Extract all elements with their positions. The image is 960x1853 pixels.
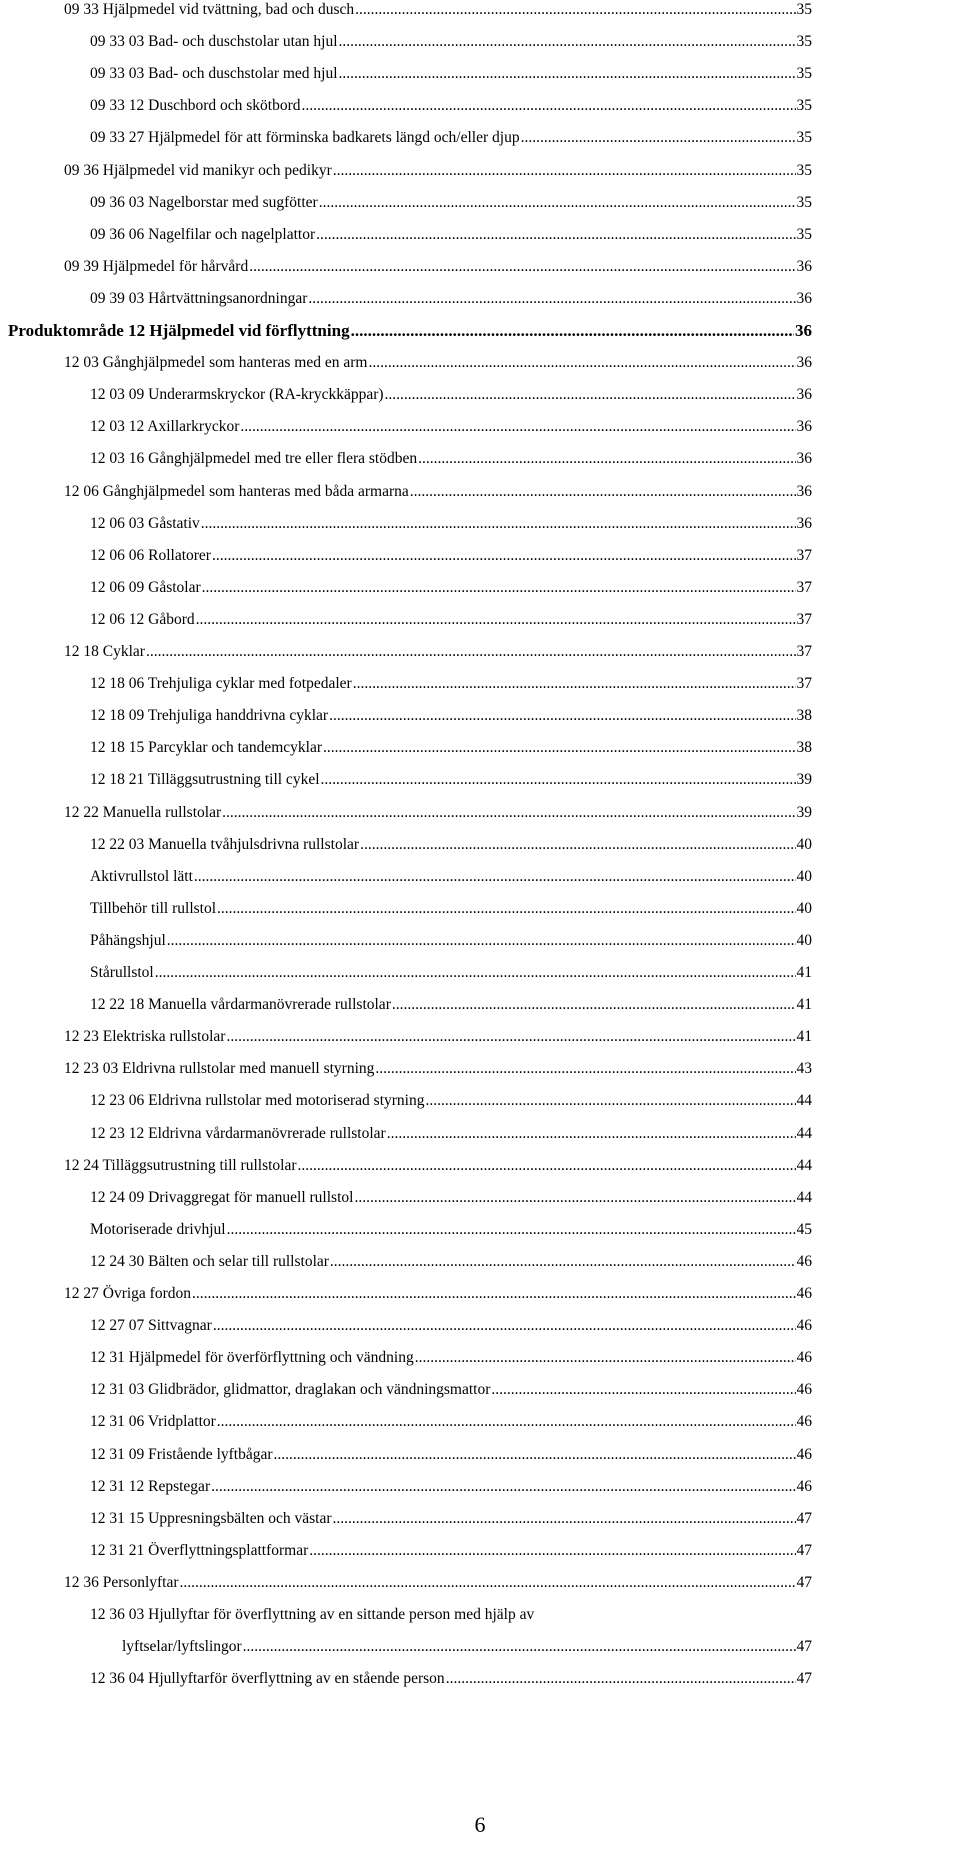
toc-entry-title: 09 36 06 Nagelfilar och nagelplattor	[90, 225, 316, 243]
toc-entry-title: 12 22 18 Manuella vårdarmanövrerade rullstolar	[90, 996, 391, 1014]
toc-entry-page: 40	[796, 835, 812, 853]
toc-leader-dots	[240, 417, 795, 437]
toc-leader-dots	[213, 1316, 796, 1336]
toc-entry[interactable]	[64, 1156, 812, 1176]
toc-entry[interactable]	[90, 1091, 812, 1111]
toc-entry-page: 45	[796, 1220, 812, 1238]
toc-entry-title: 12 22 03 Manuella tvåhjulsdrivna rullstolar	[90, 835, 360, 853]
toc-leader-dots	[201, 514, 796, 534]
toc-entry-page: 47	[796, 1638, 812, 1656]
toc-entry-page: 46	[796, 1349, 812, 1367]
toc-leader-dots	[192, 1284, 796, 1304]
toc-entry-title: 12 31 21 Överflyttningsplattformar	[90, 1541, 309, 1559]
toc-leader-dots	[316, 225, 795, 245]
toc-leader-dots	[368, 353, 795, 373]
toc-entry-page: 41	[796, 964, 812, 981]
toc-leader-dots	[410, 482, 796, 502]
toc-entry-title: 12 36 04 Hjullyftarför överflyttning av en stående person	[90, 1670, 445, 1688]
toc-entry-page: 37	[796, 675, 812, 693]
toc-entry-title: 12 03 12 Axillarkryckor	[90, 418, 240, 436]
toc-entry[interactable]	[90, 64, 812, 84]
toc-entry[interactable]	[64, 1573, 812, 1593]
toc-entry-title: 12 24 30 Bälten och selar till rullstolar	[90, 1252, 329, 1270]
toc-leader-dots	[339, 64, 796, 84]
toc-entry-title: lyftselar/lyftslingor	[122, 1638, 242, 1656]
toc-entry[interactable]	[64, 353, 812, 373]
toc-entry[interactable]	[90, 963, 812, 983]
toc-entry-page: 36	[796, 354, 812, 372]
toc-entry-title: 09 33 03 Bad- och duschstolar med hjul	[90, 65, 338, 83]
toc-entry-title: 12 06 12 Gåbord	[90, 610, 195, 628]
toc-leader-dots	[521, 128, 796, 148]
toc-entry[interactable]	[64, 1284, 812, 1304]
toc-entry-page: 36	[796, 450, 812, 468]
toc-entry-title: 12 03 Gånghjälpmedel som hanteras med en arm	[64, 354, 368, 372]
toc-entry[interactable]	[64, 257, 812, 277]
toc-entry[interactable]	[90, 770, 812, 790]
toc-entry[interactable]	[90, 835, 812, 855]
toc-entry-page: 39	[796, 803, 812, 821]
toc-entry-page: 40	[796, 931, 812, 949]
toc-entry-page: 41	[796, 1028, 812, 1046]
toc-entry-title: Aktivrullstol lätt	[90, 867, 193, 885]
toc-entry-page: 36	[796, 289, 812, 307]
toc-leader-dots	[196, 610, 796, 630]
toc-entry[interactable]	[90, 1124, 812, 1144]
toc-entry-page: 44	[796, 1188, 812, 1206]
toc-leader-dots	[354, 1188, 795, 1208]
toc-leader-dots	[333, 161, 796, 181]
toc-entry-page: 35	[796, 161, 812, 179]
toc-entry[interactable]	[64, 1027, 812, 1047]
toc-entry-title: 12 24 Tilläggsutrustning till rullstolar	[64, 1156, 297, 1174]
toc-leader-dots	[329, 706, 795, 726]
toc-entry-page: 46	[796, 1477, 812, 1495]
toc-entry-page: 47	[796, 1573, 812, 1591]
toc-entry[interactable]	[90, 674, 812, 694]
toc-leader-dots	[227, 1220, 796, 1240]
toc-entry-page: 35	[796, 65, 812, 83]
toc-leader-dots	[387, 1124, 796, 1144]
toc-entry[interactable]	[90, 610, 812, 630]
toc-leader-dots	[146, 642, 796, 662]
toc-leader-dots	[180, 1573, 796, 1593]
toc-leader-dots	[330, 1252, 796, 1272]
toc-leader-dots	[392, 995, 796, 1015]
toc-entry-page: 36	[796, 386, 812, 404]
toc-leader-dots	[333, 1509, 796, 1529]
toc-entry-title: 12 22 Manuella rullstolar	[64, 803, 222, 821]
toc-leader-dots	[211, 1477, 795, 1497]
toc-entry-page: 35	[796, 1, 812, 18]
toc-entry[interactable]	[90, 32, 812, 52]
toc-entry[interactable]	[90, 1605, 812, 1625]
toc-entry-page: 39	[796, 771, 812, 789]
toc-leader-dots	[491, 1380, 795, 1400]
toc-entry-page: 36	[795, 321, 812, 340]
toc-entry[interactable]	[90, 1348, 812, 1368]
toc-leader-dots	[222, 803, 795, 823]
toc-entry[interactable]	[90, 1380, 812, 1400]
toc-leader-dots	[308, 289, 795, 309]
toc-leader-dots	[298, 1156, 796, 1176]
toc-entry-title: 12 23 06 Eldrivna rullstolar med motoriserad styrning	[90, 1092, 425, 1110]
toc-entry-title: 12 23 Elektriska rullstolar	[64, 1028, 226, 1046]
toc-entry-page: 41	[796, 996, 812, 1014]
toc-entry-title: 09 39 Hjälpmedel för hårvård	[64, 257, 249, 275]
toc-leader-dots	[319, 193, 796, 213]
toc-entry[interactable]	[90, 1220, 812, 1240]
toc-entry-title: 12 18 09 Trehjuliga handdrivna cyklar	[90, 707, 329, 725]
toc-leader-dots	[202, 578, 796, 598]
toc-entry-title: 12 31 09 Fristående lyftbågar	[90, 1445, 273, 1463]
toc-entry[interactable]	[90, 225, 812, 245]
toc-leader-dots	[375, 1059, 795, 1079]
toc-entry-title: 12 06 03 Gåstativ	[90, 514, 200, 532]
toc-entry-page: 35	[796, 97, 812, 115]
toc-leader-dots	[274, 1445, 796, 1465]
toc-entry[interactable]	[90, 867, 812, 887]
toc-entry-title: 12 31 12 Repstegar	[90, 1477, 211, 1495]
toc-entry-page: 36	[796, 514, 812, 532]
toc-entry-title: 12 18 06 Trehjuliga cyklar med fotpedaler	[90, 675, 352, 693]
toc-leader-dots	[194, 867, 796, 887]
toc-entry[interactable]	[64, 161, 812, 181]
toc-leader-dots	[217, 1412, 796, 1432]
toc-entry-title: 09 36 Hjälpmedel vid manikyr och pedikyr	[64, 161, 332, 179]
toc-entry-title: 12 06 Gånghjälpmedel som hanteras med båda armarna	[64, 482, 409, 500]
toc-leader-dots	[155, 963, 796, 983]
toc-entry[interactable]	[90, 193, 812, 213]
toc-leader-dots	[385, 385, 796, 405]
toc-entry[interactable]	[8, 321, 812, 341]
toc-entry-title: 09 33 12 Duschbord och skötbord	[90, 97, 301, 115]
toc-entry[interactable]	[90, 417, 812, 437]
toc-entry[interactable]	[90, 1188, 812, 1208]
toc-entry[interactable]	[90, 1509, 812, 1529]
toc-entry-page: 43	[796, 1060, 812, 1078]
toc-entry-page: 47	[796, 1670, 812, 1688]
toc-entry-title: Produktområde 12 Hjälpmedel vid förflyttning	[8, 321, 350, 340]
toc-entry-page: 36	[796, 482, 812, 500]
toc-entry[interactable]	[90, 1316, 812, 1336]
toc-entry-page: 37	[796, 643, 812, 660]
toc-leader-dots	[167, 931, 796, 951]
toc-leader-dots	[353, 674, 796, 694]
toc-entry-page: 40	[796, 899, 812, 917]
toc-entry-page: 38	[796, 739, 812, 757]
toc-entry-title: Påhängshjul	[90, 931, 166, 949]
toc-entry-page: 38	[796, 707, 812, 725]
toc-entry-page: 44	[796, 1092, 812, 1110]
toc-entry-title: 12 24 09 Drivaggregat för manuell rullstol	[90, 1188, 354, 1206]
toc-leader-dots	[217, 899, 795, 919]
toc-leader-dots	[418, 449, 795, 469]
toc-entry-page: 35	[796, 225, 812, 243]
toc-entry-page: 37	[796, 546, 812, 564]
toc-entry[interactable]	[90, 1541, 812, 1561]
toc-entry-title: 12 27 07 Sittvagnar	[90, 1317, 212, 1335]
toc-entry-title: Tillbehör till rullstol	[90, 899, 217, 917]
toc-entry-title: 09 36 03 Nagelborstar med sugfötter	[90, 193, 318, 211]
toc-entry[interactable]	[90, 289, 812, 309]
toc-entry[interactable]	[90, 546, 812, 566]
toc-entry-page: 44	[796, 1124, 812, 1142]
toc-entry[interactable]	[90, 578, 812, 598]
toc-entry-title: 12 36 Personlyftar	[64, 1573, 179, 1591]
toc-leader-dots	[360, 835, 795, 855]
toc-entry[interactable]	[90, 385, 812, 405]
toc-entry-title: 09 33 Hjälpmedel vid tvättning, bad och dusch	[64, 1, 355, 18]
toc-entry[interactable]	[90, 706, 812, 726]
toc-entry[interactable]	[90, 1445, 812, 1465]
toc-entry[interactable]	[90, 1252, 812, 1272]
toc-entry-title: 12 23 12 Eldrivna vårdarmanövrerade rullstolar	[90, 1124, 386, 1142]
toc-entry-title: 09 33 03 Bad- och duschstolar utan hjul	[90, 33, 338, 51]
toc-entry[interactable]	[90, 514, 812, 534]
toc-entry-title: 12 06 06 Rollatorer	[90, 546, 211, 564]
page-number: 6	[474, 1812, 486, 1837]
toc-leader-dots	[212, 546, 796, 566]
toc-entry-page: 35	[796, 193, 812, 211]
toc-entry-page: 46	[796, 1285, 812, 1302]
toc-entry[interactable]	[90, 738, 812, 758]
toc-entry[interactable]	[90, 1669, 812, 1689]
toc-entry-title: 12 03 09 Underarmskryckor (RA-kryckkäppar)	[90, 386, 384, 404]
toc-entry-page: 35	[796, 129, 812, 147]
toc-entry[interactable]	[64, 803, 812, 823]
toc-entry[interactable]	[90, 1477, 812, 1497]
toc-entry-page: 47	[796, 1509, 812, 1527]
toc-entry-title: Motoriserade drivhjul	[90, 1220, 226, 1238]
toc-entry[interactable]	[90, 1412, 812, 1432]
toc-entry-title: 12 18 21 Tilläggsutrustning till cykel	[90, 771, 320, 789]
toc-entry-page: 44	[796, 1156, 812, 1174]
toc-entry[interactable]	[90, 128, 812, 148]
toc-entry-title: 12 18 15 Parcyklar och tandemcyklar	[90, 739, 322, 757]
toc-entry-title: 12 36 03 Hjullyftar för överflyttning av en sittande person med hjälp av	[90, 1606, 535, 1623]
toc-entry-title: 12 31 Hjälpmedel för överförflyttning och vändning	[90, 1349, 414, 1367]
toc-entry-title: 12 27 Övriga fordon	[64, 1285, 191, 1302]
toc-entry-page: 36	[796, 418, 812, 436]
toc-entry[interactable]	[90, 995, 812, 1015]
toc-leader-dots	[355, 0, 795, 20]
toc-entry-title: 12 31 03 Glidbrädor, glidmattor, draglakan och vändningsmattor	[90, 1381, 491, 1399]
toc-leader-dots	[339, 32, 796, 52]
toc-entry-page: 40	[796, 867, 812, 885]
toc-leader-dots	[351, 321, 794, 341]
toc-entry[interactable]	[64, 1059, 812, 1079]
toc-leader-dots	[446, 1669, 796, 1689]
toc-leader-dots	[302, 96, 796, 116]
toc-entry[interactable]	[64, 482, 812, 502]
toc-entry-page: 46	[796, 1413, 812, 1431]
toc-entry-title: 09 39 03 Hårtvättningsanordningar	[90, 289, 308, 307]
toc-leader-dots	[249, 257, 795, 277]
toc-entry-title: 09 33 27 Hjälpmedel för att förminska badkarets längd och/eller djup	[90, 129, 520, 147]
toc-leader-dots	[226, 1027, 795, 1047]
toc-entry-page: 46	[796, 1252, 812, 1270]
toc-entry-title: 12 18 Cyklar	[64, 643, 145, 660]
toc-entry[interactable]	[90, 931, 812, 951]
toc-entry-page: 46	[796, 1381, 812, 1399]
toc-entry[interactable]	[90, 449, 812, 469]
toc-entry-title: 12 31 06 Vridplattor	[90, 1413, 216, 1431]
toc-entry-page: 37	[796, 578, 812, 596]
toc-entry-title: 12 31 15 Uppresningsbälten och västar	[90, 1509, 332, 1527]
toc-entry-page: 46	[796, 1317, 812, 1335]
toc-entry-page: 37	[796, 610, 812, 628]
toc-entry-page: 35	[796, 33, 812, 51]
toc-entry[interactable]	[64, 642, 812, 662]
toc-entry-title: Stårullstol	[90, 964, 154, 981]
toc-leader-dots	[425, 1091, 795, 1111]
toc-entry-page: 47	[796, 1541, 812, 1559]
toc-leader-dots	[309, 1541, 795, 1561]
toc-entry-page: 46	[796, 1445, 812, 1463]
toc-entry[interactable]	[64, 0, 812, 20]
toc-entry-title: 12 03 16 Gånghjälpmedel med tre eller flera stödben	[90, 450, 418, 468]
toc-leader-dots	[415, 1348, 796, 1368]
toc-entry-title: 12 06 09 Gåstolar	[90, 578, 201, 596]
toc-leader-dots	[323, 738, 796, 758]
toc-entry-title: 12 23 03 Eldrivna rullstolar med manuell styrning	[64, 1060, 375, 1078]
toc-entry[interactable]	[90, 96, 812, 116]
toc-leader-dots	[321, 770, 796, 790]
toc-entry[interactable]	[122, 1637, 812, 1657]
toc-entry-page: 36	[796, 257, 812, 275]
toc-entry[interactable]	[90, 899, 812, 919]
toc-leader-dots	[243, 1637, 796, 1657]
